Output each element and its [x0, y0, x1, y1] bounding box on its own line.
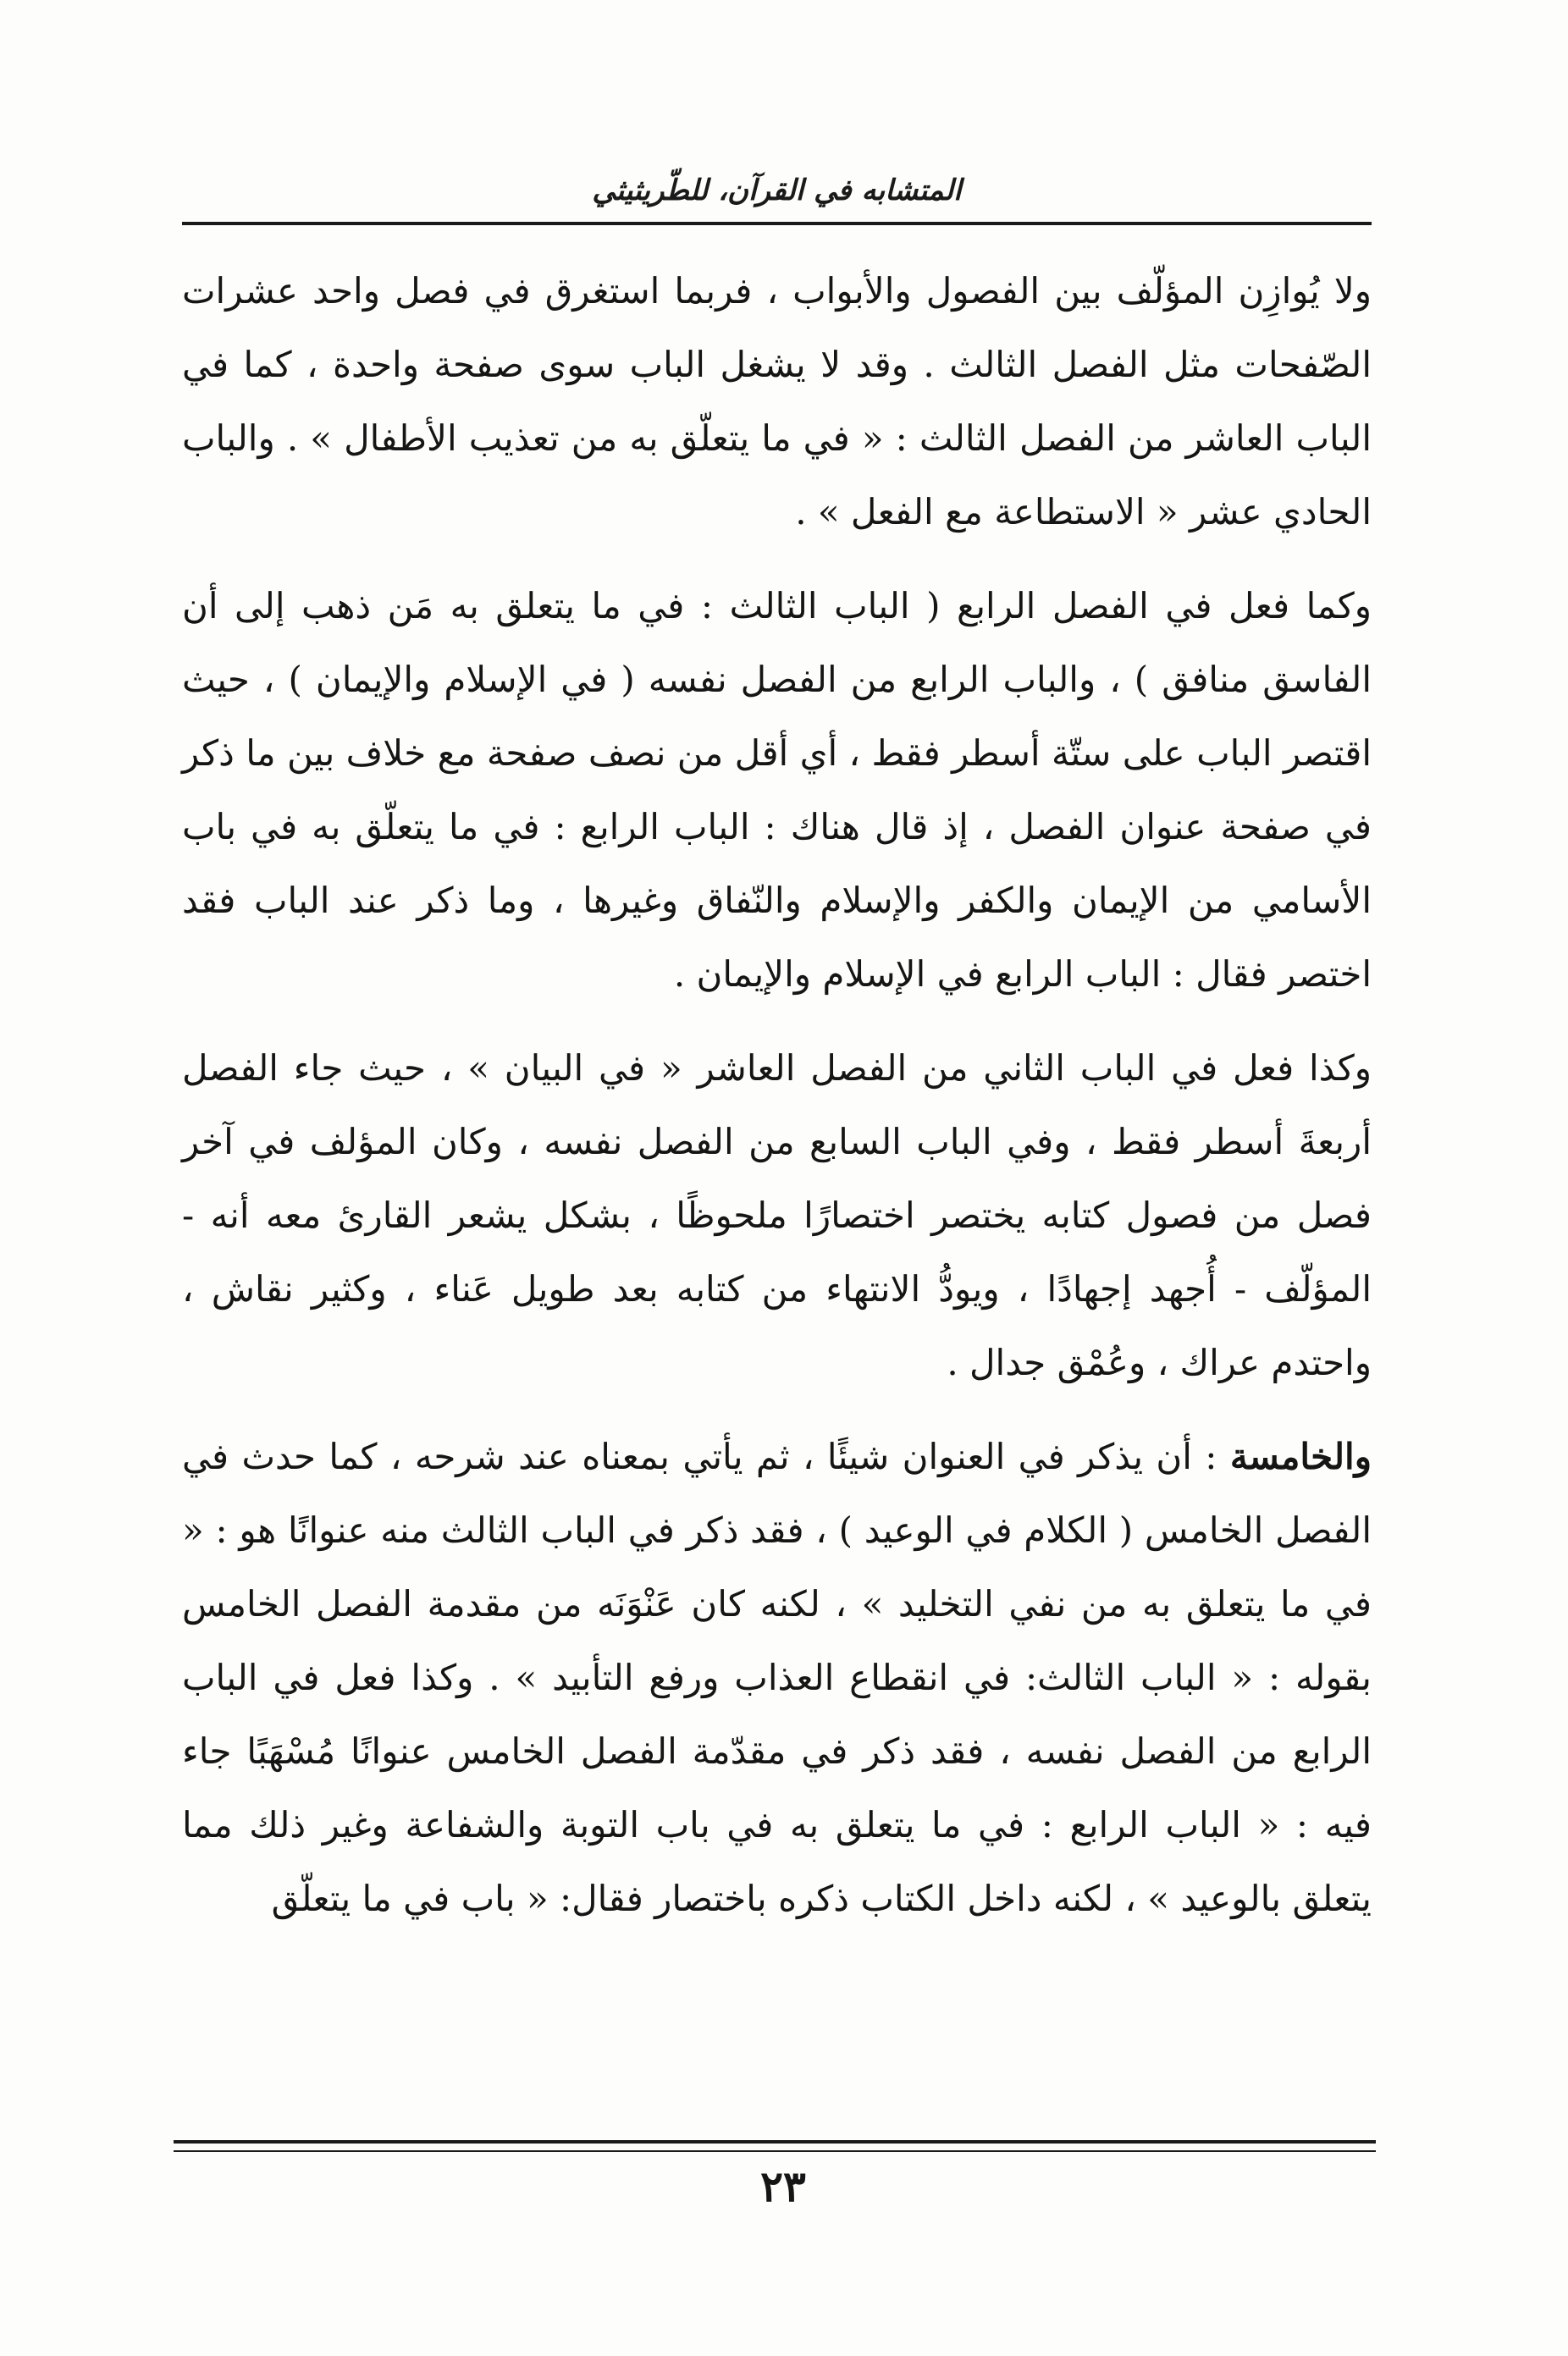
paragraph-3-text: وكذا فعل في الباب الثاني من الفصل العاشر « في البيان » ، حيث جاء الفصل أربعةَ أسطر فقط ، وفي الباب السابع من الفصل نفسه ، وكان المؤلف في آخر فصل من فصول كتابه يختصر اختصارًا ملحوظًا ، بشكل يشعر القارئ معه أنه - المؤلّف - أُجهد إجهادًا ، ويودُّ الانتهاء من كتابه بعد طويل عَناء ، وكثير نقاش ، واحتدم عراك ، وعُمْق جدال .: [182, 1047, 1372, 1383]
paragraph-2: [182, 569, 1372, 1011]
running-header: [182, 169, 1372, 212]
paragraph-4: [182, 1420, 1372, 1935]
body-text: [182, 254, 1372, 1935]
header-title: المتشابه في القرآن، للطّريثيثي: [592, 174, 962, 207]
paragraph-4-text: : أن يذكر في العنوان شيئًا ، ثم يأتي بمعناه عند شرحه ، كما حدث في الفصل الخامس ( الكلام في الوعيد ) ، فقد ذكر في الباب الثالث منه عنوانًا هو : « في ما يتعلق به من نفي التخليد » ، لكنه كان عَنْوَنَه من مقدمة الفصل الخامس بقوله : « الباب الثالث: في انقطاع العذاب ورفع التأبيد » . وكذا فعل في الباب الرابع من الفصل نفسه ، فقد ذكر في مقدّمة الفصل الخامس عنوانًا مُسْهَبًا جاء فيه : « الباب الرابع : في ما يتعلق به في باب التوبة والشفاعة وغير ذلك مما يتعلق بالوعيد » ، لكنه داخل الكتاب ذكره باختصار فقال: « باب في ما يتعلّق: [182, 1436, 1372, 1919]
paragraph-4-lead: والخامسة: [1229, 1436, 1372, 1477]
page-number: ٢٣: [760, 2161, 806, 2211]
paragraph-3: [182, 1031, 1372, 1399]
paragraph-2-text: وكما فعل في الفصل الرابع ( الباب الثالث : في ما يتعلق به مَن ذهب إلى أن الفاسق منافق ) ، والباب الرابع من الفصل نفسه ( في الإسلام والإيمان ) ، حيث اقتصر الباب على ستّة أسطر فقط ، أي أقل من نصف صفحة مع خلاف بين ما ذكر في صفحة عنوان الفصل ، إذ قال هناك : الباب الرابع : في ما يتعلّق به في باب الأسامي من الإيمان والكفر والإسلام والنّفاق وغيرها ، وما ذكر عند الباب فقد اختصر فقال : الباب الرابع في الإسلام والإيمان .: [182, 585, 1372, 995]
footer-rule-thin: [174, 2150, 1376, 2152]
header-rule: [182, 222, 1372, 225]
footer-rule-thick: [174, 2140, 1376, 2144]
paragraph-1: [182, 254, 1372, 549]
paragraph-1-text: ولا يُوازِن المؤلّف بين الفصول والأبواب ، فربما استغرق في فصل واحد عشرات الصّفحات مثل الفصل الثالث . وقد لا يشغل الباب سوى صفحة واحدة ، كما في الباب العاشر من الفصل الثالث : « في ما يتعلّق به من تعذيب الأطفال » . والباب الحادي عشر « الاستطاعة مع الفعل » .: [182, 270, 1372, 532]
